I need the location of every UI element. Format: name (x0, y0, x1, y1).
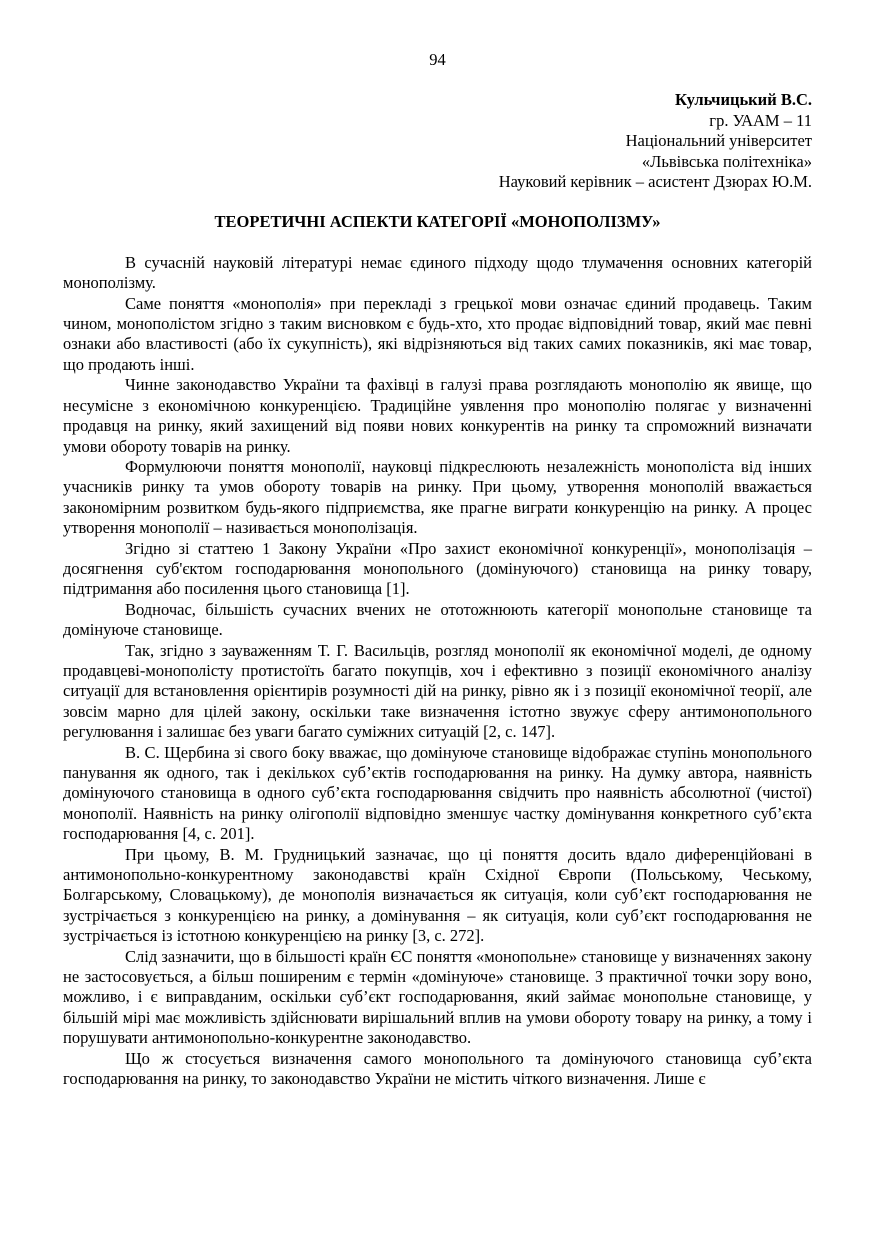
paragraph: Чинне законодавство України та фахівці в галузі права розглядають монополію як явище, що несумісне з економічною конкуренцією. Традиційне уявлення про монополію полягає у визначенні продавця на ринку, який захищений від появи нових конкурентів на ринку та спроможний визначати умови обороту товарів на ринку. (63, 375, 812, 456)
paragraph: Водночас, більшість сучасних вчених не ототожнюють категорії монопольне становище та домінуюче становище. (63, 599, 812, 640)
paragraph: При цьому, В. М. Грудницький зазначає, що ці поняття досить вдало диференційовані в антимонопольно-конкурентному законодавстві країн Східної Європи (Польському, Чеському, Болгарському, Словацькому), де монополія визначається як ситуація, коли суб’єкт господарювання не зустрічається з конкуренцією на ринку, а домінування – як ситуація, коли суб’єкт господарювання не зустрічається із істотною конкуренцією на ринку [3, с. 272]. (63, 844, 812, 946)
paragraph: Формулюючи поняття монополії, науковці підкреслюють незалежність монополіста від інших учасників ринку та умов обороту товарів на ринку. При цьому, утворення монополій вважається закономірним розвитком будь-якого підприємства, яке прагне виграти конкуренцію на ринку. А процес утворення монополії – називається монополізація. (63, 456, 812, 538)
paragraph: Так, згідно з зауваженням Т. Г. Васильців, розгляд монополії як економічної моделі, де одному продавцеві-монополісту протистоїть багато покупців, хоч і ефективно з позиції економічного аналізу ситуації для встановлення орієнтирів розумності дій на ринку, рівно як і з позиції економічної теорії, але зовсім марно для цілей закону, оскільки таке визначення істотно звужує сферу антимонопольного регулювання і залишає без уваги багато суміжних ситуацій [2, с. 147]. (63, 640, 812, 742)
paper-title: ТЕОРЕТИЧНІ АСПЕКТИ КАТЕГОРІЇ «МОНОПОЛІЗМУ» (214, 212, 661, 232)
paragraph: Згідно зі статтею 1 Закону України «Про захист економічної конкуренції», монополізація – досягнення суб'єктом господарювання монопольного (домінуючого) становища на ринку товару, підтримання або посилення цього становища [1]. (63, 538, 812, 599)
supervisor-line: Науковий керівник – асистент Дзюрах Ю.М. (498, 172, 812, 192)
author-group: гр. УААМ – 11 (709, 110, 812, 130)
university-name-quoted: «Львівська політехніка» (641, 151, 812, 171)
author-name: Кульчицький В.С. (675, 90, 812, 110)
paragraph: Що ж стосується визначення самого монопольного та домінуючого становища суб’єкта господарювання на ринку, то законодавство України не містить чіткого визначення. Лише є (63, 1048, 812, 1089)
university-name: Національний університет (625, 131, 812, 151)
document-body (63, 253, 812, 1090)
paragraph: Слід зазначити, що в більшості країн ЄС поняття «монопольне» становище у визначеннях закону не застосовується, а більш поширеним є термін «домінуюче» становище. З практичної точки зору воно, можливо, і є виправданим, оскільки суб’єкт господарювання, який займає монопольне становище, у більшій мірі має можливість здійснювати вирішальний вплив на умови обороту товару на ринку, а тому і порушувати антимонопольно-конкурентне законодавство. (63, 946, 812, 1048)
paragraph: В сучасній науковій літературі немає єдиного підходу щодо тлумачення основних категорій монополізму. (63, 252, 812, 293)
author-block (63, 90, 812, 192)
paragraph: В. С. Щербина зі свого боку вважає, що домінуюче становище відображає ступінь монопольного панування як одного, так і декількох суб’єктів господарювання на ринку. На думку автора, наявність домінуючого становища в одного суб’єкта господарювання свідчить про наявність абсолютної (чистої) монополії. Наявність на ринку олігополії відповідно зменшує частку домінування конкретного суб’єкта господарювання [4, с. 201]. (63, 742, 812, 844)
page-number: 94 (429, 50, 446, 69)
paragraph: Саме поняття «монополія» при перекладі з грецької мови означає єдиний продавець. Таким чином, монополістом згідно з таким висновком є будь-хто, хто продає відповідний товар, який має певні ознаки або властивості (або їх сукупність), які відрізняються від таких самих показників, які має товар, що продають інші. (63, 293, 812, 374)
